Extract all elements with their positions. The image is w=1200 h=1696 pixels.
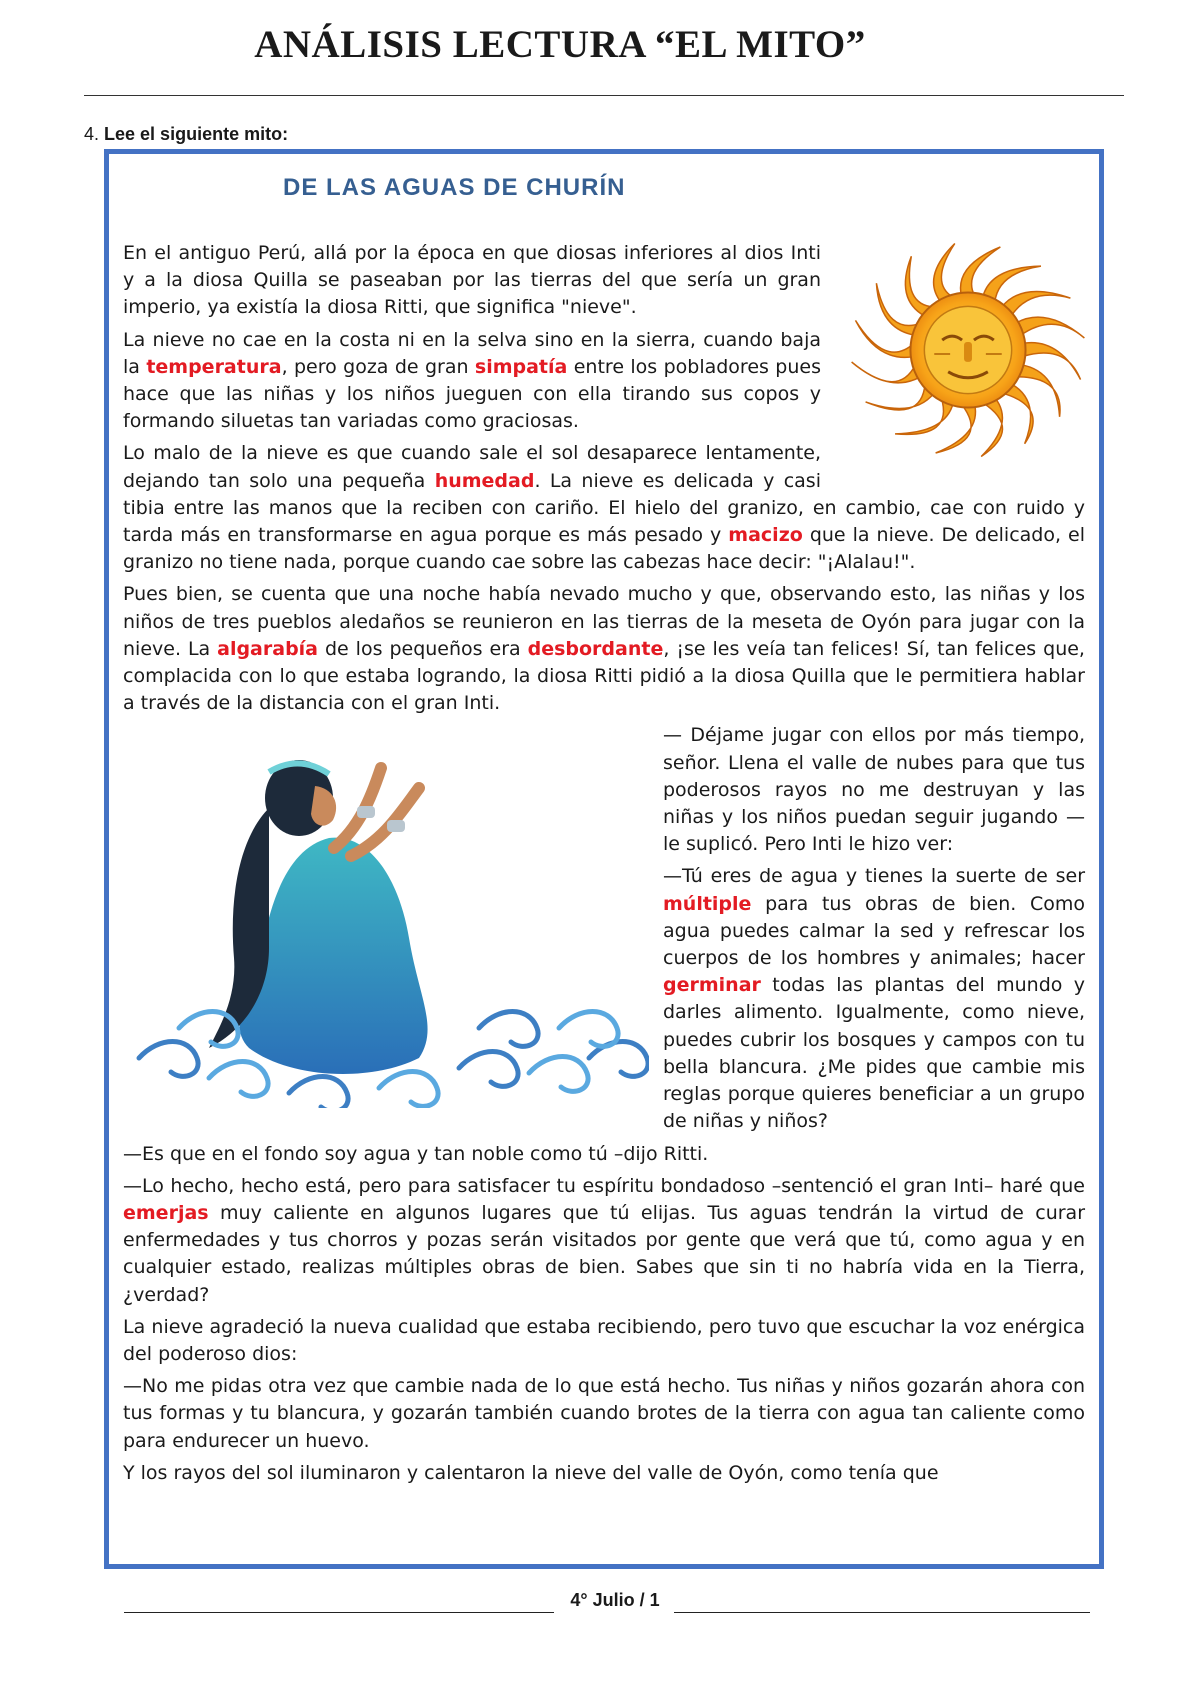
text-run: —No me pidas otra vez que cambie nada de lo que está hecho. Tus niñas y niños gozarán ahora con tus formas y tu blancura, y gozarán también cuando brotes de la tierra con agua tan caliente como para endurecer un huevo. <box>123 1375 1085 1452</box>
text-run: Pues bien, se cuenta que una noche había nevado mucho y que, observando esto, las niñas y los niños de tres pueblos aledaños se reunieron en las tierras de la meseta de Oyón para jugar con la nieve. La <box>123 583 1085 660</box>
vocabulary-word: desbordante <box>527 637 664 660</box>
text-run: , ¡se les veía tan felices! Sí, tan felices que, complacida con lo que estaba logrando, la diosa Ritti pidió a la diosa Quilla que le permitiera hablar a través de la distancia con el gran Inti. <box>123 637 1085 715</box>
instruction <box>84 124 288 145</box>
text-run: —Tú eres de agua y tienes la suerte de ser <box>663 865 1085 888</box>
page-title: ANÁLISIS LECTURA “EL MITO” <box>254 23 866 66</box>
vocabulary-word: algarabía <box>217 637 319 660</box>
text-run: Lo malo de la nieve es que cuando sale el sol desaparece lentamente, dejando tan solo una pequeña <box>123 442 821 492</box>
text-run: Y los rayos del sol iluminaron y calentaron la nieve del valle de Oyón, como tenía que <box>123 1461 939 1484</box>
vocabulary-word: macizo <box>728 524 803 547</box>
story-paragraph <box>123 1460 1085 1487</box>
text-run: para tus obras de bien. Como agua puedes calmar la sed y refrescar los cuerpos de los hombres y animales; hacer <box>663 892 1085 970</box>
story-paragraph <box>123 581 1085 717</box>
story-box <box>104 149 1104 1569</box>
vocabulary-word: emerjas <box>123 1201 209 1224</box>
title-divider <box>84 95 1124 96</box>
vocabulary-word: simpatía <box>474 355 568 378</box>
text-run: que la nieve. De delicado, el granizo no tiene nada, porque cuando cae sobre las cabezas hace decir: "¡Alalau!". <box>123 524 1085 574</box>
text-run: de los pequeños era <box>318 637 528 660</box>
instruction-number: 4. <box>84 124 100 144</box>
text-run: , pero goza de gran <box>281 355 475 378</box>
story-title: DE LAS AGUAS DE CHURÍN <box>283 174 626 201</box>
story-paragraph <box>123 1173 1085 1309</box>
text-run: muy caliente en algunos lugares que tú elijas. Tus aguas tendrán la virtud de curar enfermedades y tus chorros y pozas serán visitados por gente que verá que tú, como agua y en cualquier estado, realizas múltiples obras de bien. Sabes que sin ti no habría vida en la Tierra, ¿verdad? <box>123 1201 1085 1306</box>
footer-line-left <box>124 1612 554 1613</box>
story-paragraph <box>123 1373 1085 1455</box>
text-run: . La nieve es delicada y casi tibia entre las manos que la reciben con cariño. El hielo del granizo, en cambio, cae con ruido y tarda más en transformarse en agua porque es más pesado y <box>123 469 1085 547</box>
vocabulary-word: múltiple <box>663 892 752 915</box>
text-run: —Es que en el fondo soy agua y tan noble como tú –dijo Ritti. <box>123 1142 709 1165</box>
text-run: entre los pobladores pues hace que las niñas y los niños jueguen con ella tirando sus copos y formando siluetas tan variadas como graciosas. <box>123 355 821 433</box>
water-goddess-illustration <box>119 728 649 1108</box>
text-run: todas las plantas del mundo y darles alimento. Igualmente, como nieve, puedes cubrir los bosques y campos con tu bella blancura. ¿Me pides que cambie mis reglas porque quieres beneficiar a un grupo de niñas y niños? <box>663 974 1085 1133</box>
footer-line-right <box>674 1612 1090 1613</box>
instruction-text: Lee el siguiente mito: <box>104 124 289 144</box>
page-footer <box>124 1588 1090 1618</box>
story-paragraph <box>123 1314 1085 1368</box>
story-body <box>123 240 1085 1487</box>
story-paragraph <box>123 1141 1085 1168</box>
vocabulary-word: germinar <box>663 974 761 997</box>
footer-text: 4° Julio / 1 <box>570 1590 660 1610</box>
text-run: —Lo hecho, hecho está, pero para satisfacer tu espíritu bondadoso –sentenció el gran Inti– haré que <box>123 1174 1085 1197</box>
text-run: — Déjame jugar con ellos por más tiempo, señor. Llena el valle de nubes para que tus poderosos rayos no me destruyan y las niñas y los niños puedan seguir jugando — le suplicó. Pero Inti le hizo ver: <box>663 724 1085 856</box>
vocabulary-word: humedad <box>434 469 535 492</box>
text-run: En el antiguo Perú, allá por la época en que diosas inferiores al dios Inti y a la diosa Quilla se paseaban por las tierras del que sería un gran imperio, ya existía la diosa Ritti, que significa "nieve". <box>123 242 821 319</box>
text-run: La nieve no cae en la costa ni en la selva sino en la sierra, cuando baja la <box>123 328 821 378</box>
text-run: La nieve agradeció la nueva cualidad que estaba recibiendo, pero tuvo que escuchar la voz enérgica del poderoso dios: <box>123 1315 1085 1365</box>
vocabulary-word: temperatura <box>146 355 282 378</box>
sun-with-face-illustration <box>839 228 1097 472</box>
